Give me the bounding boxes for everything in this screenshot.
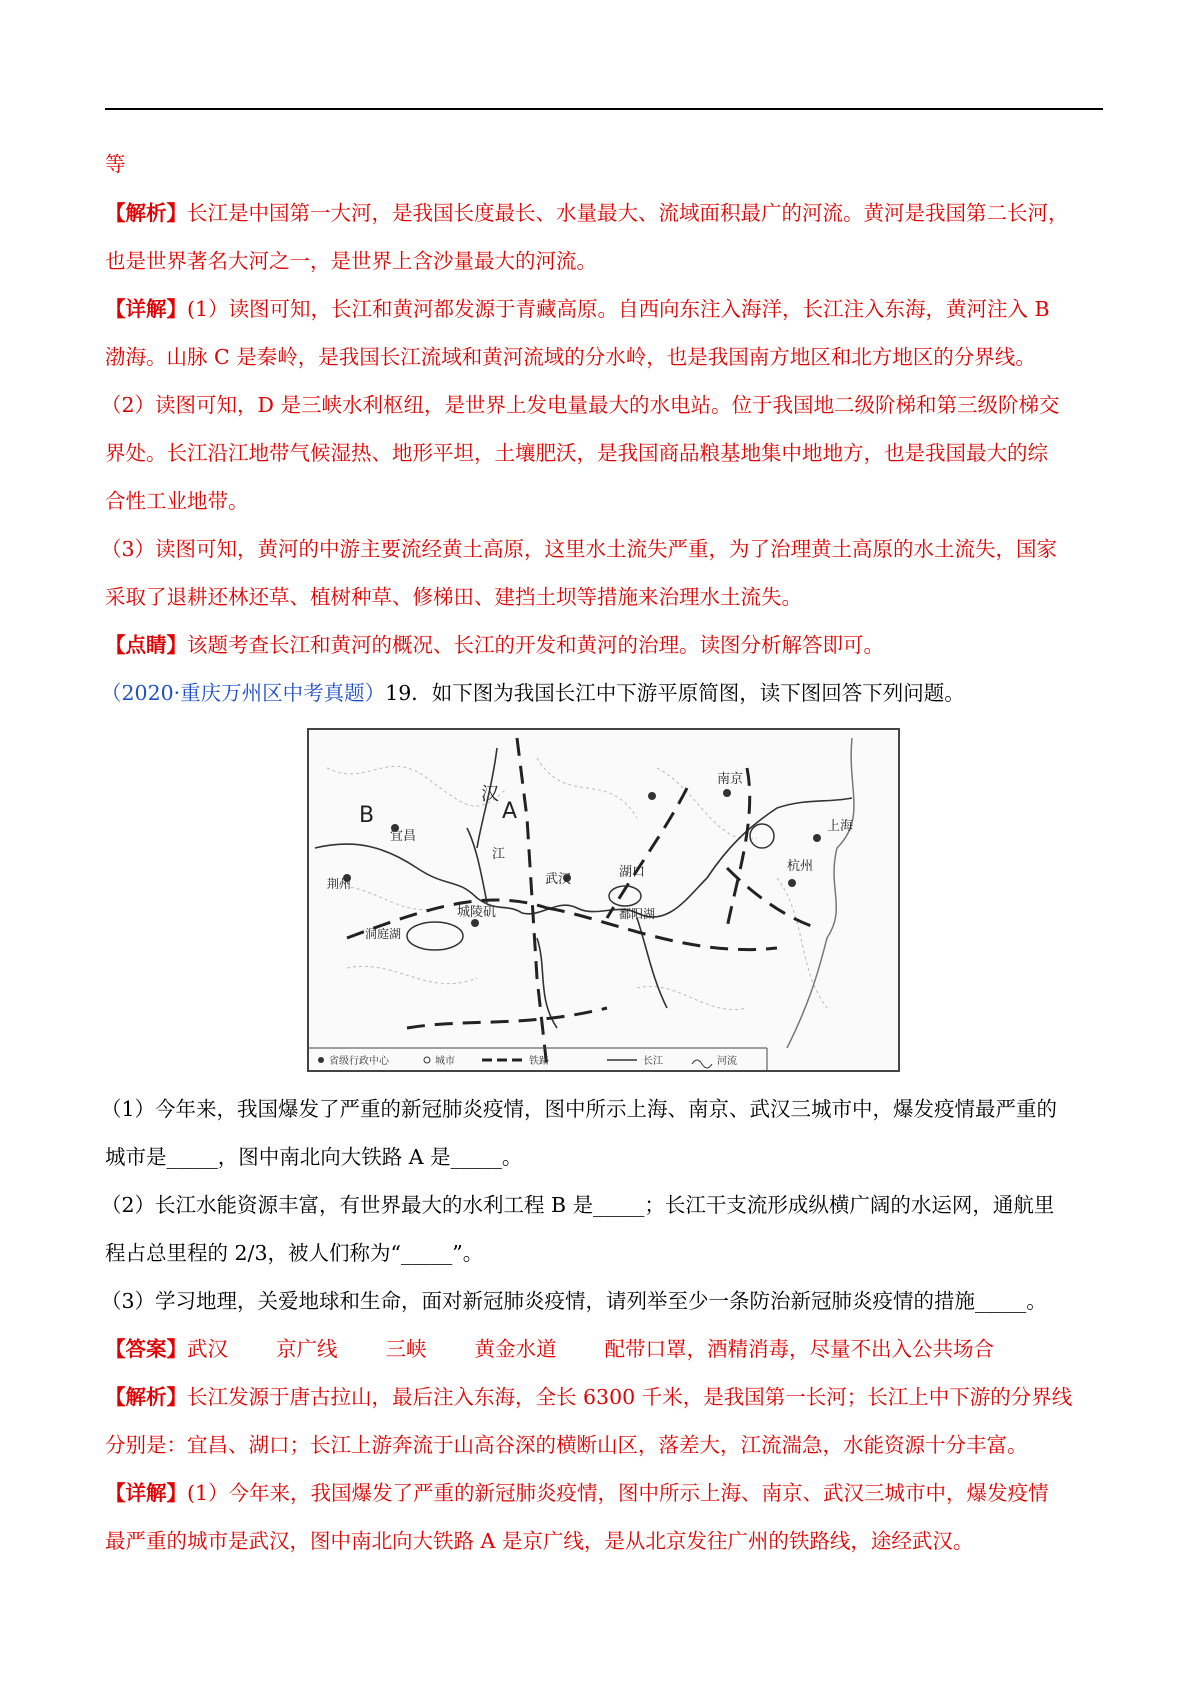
legend-city: 城市 xyxy=(435,1056,455,1067)
map-label-hukou: 湖口 xyxy=(619,865,646,880)
text-line: 采取了退耕还林还草、植树种草、修梯田、建挡土坝等措施来治理水土流失。 xyxy=(105,585,802,609)
map-label-yichang: 宜昌 xyxy=(390,829,417,844)
question-2-line: （2）长江水能资源丰富，有世界最大的水利工程 B 是_____；长江干支流形成纵横广阔的水运网，通航里 xyxy=(101,1193,1055,1217)
detail-paragraph-2 xyxy=(105,1479,1049,1507)
map-label-jiang: 江 xyxy=(492,847,506,862)
detail-paragraph xyxy=(105,295,1050,323)
question-1-line: （1）今年来，我国爆发了严重的新冠肺炎疫情，图中所示上海、南京、武汉三城市中，爆发疫情最严重的 xyxy=(101,1097,1058,1121)
text-line: （2）读图可知，D 是三峡水利枢纽，是世界上发电量最大的水电站。位于我国地二级阶梯和第三级阶梯交 xyxy=(101,393,1060,417)
legend-yangtze: 长江 xyxy=(643,1056,663,1067)
answer-item: 武汉 xyxy=(187,1337,228,1361)
text-line: 该题考查长江和黄河的概况、长江的开发和黄河的治理。读图分析解答即可。 xyxy=(187,633,884,657)
map-label-shanghai: 上海 xyxy=(827,819,854,834)
question-stem: 19．如下图为我国长江中下游平原简图，读下图回答下列问题。 xyxy=(385,681,965,705)
comment-tag: 【点睛】 xyxy=(105,633,187,657)
legend-capital: 省级行政中心 xyxy=(329,1056,389,1067)
text-line: (1）读图可知，长江和黄河都发源于青藏高原。自西向东注入海洋，长江注入东海，黄河注入 B xyxy=(187,297,1050,321)
detail-tag: 【详解】 xyxy=(105,297,187,321)
header-rule xyxy=(105,108,1103,110)
text-line: 最严重的城市是武汉，图中南北向大铁路 A 是京广线，是从北京发往广州的铁路线，途经武汉。 xyxy=(105,1529,974,1553)
text-line: 也是世界著名大河之一，是世界上含沙量最大的河流。 xyxy=(105,249,597,273)
map-label-wuhan: 武汉 xyxy=(545,872,572,887)
text-line: 长江是中国第一大河，是我国长度最长、水量最大、流域面积最广的河流。黄河是我国第二长河， xyxy=(187,201,1069,225)
question-2-line: 程占总里程的 2/3，被人们称为“_____”。 xyxy=(105,1241,484,1265)
analysis-paragraph-2 xyxy=(105,1383,1072,1411)
text-line: 渤海。山脉 C 是秦岭，是我国长江流域和黄河流域的分水岭，也是我国南方地区和北方地区的分界线。 xyxy=(105,345,1036,369)
map-label-B: B xyxy=(359,803,375,828)
text-line: 界处。长江沿江地带气候湿热、地形平坦，土壤肥沃，是我国商品粮基地集中地地方，也是我国最大的综 xyxy=(105,441,1048,465)
map-label-A: A xyxy=(502,799,518,824)
comment-paragraph xyxy=(105,631,884,659)
map-label-chenglingji: 城陵矶 xyxy=(457,905,497,920)
map-label-jingzhou: 荆州 xyxy=(327,877,352,891)
legend-river: 河流 xyxy=(717,1056,737,1067)
answer-item: 三峡 xyxy=(385,1337,427,1361)
map-label-poyang: 鄱阳湖 xyxy=(619,907,656,921)
detail-tag: 【详解】 xyxy=(105,1481,187,1505)
text-line: (1）今年来，我国爆发了严重的新冠肺炎疫情，图中所示上海、南京、武汉三城市中，爆发疫情 xyxy=(187,1481,1049,1505)
map-label-hangzhou: 杭州 xyxy=(787,859,814,874)
analysis-tag: 【解析】 xyxy=(105,1385,187,1409)
answer-item: 配带口罩，酒精消毒，尽量不出入公共场合 xyxy=(604,1337,994,1361)
answer-line xyxy=(105,1335,994,1363)
legend-railway: 铁路 xyxy=(529,1056,549,1067)
yangtze-plain-map xyxy=(307,728,900,1072)
answer-tag: 【答案】 xyxy=(105,1337,187,1361)
analysis-tag: 【解析】 xyxy=(105,201,187,225)
map-label-dongting: 洞庭湖 xyxy=(365,927,402,941)
text-line: 分别是：宜昌、湖口；长江上游奔流于山高谷深的横断山区，落差大，江流湍急，水能资源十分丰富。 xyxy=(105,1433,1028,1457)
map-label-nanjing: 南京 xyxy=(717,772,744,787)
question-heading xyxy=(101,679,965,707)
map-label-han: 汉 xyxy=(481,784,499,805)
answer-item: 黄金水道 xyxy=(474,1337,557,1361)
text-line: 等 xyxy=(105,152,126,176)
answer-item: 京广线 xyxy=(276,1337,338,1361)
text-line: 长江发源于唐古拉山，最后注入东海，全长 6300 千米，是我国第一长河；长江上中下游的分界线 xyxy=(187,1385,1073,1409)
analysis-paragraph xyxy=(105,199,1069,227)
question-1-line: 城市是_____，图中南北向大铁路 A 是_____。 xyxy=(105,1145,523,1169)
text-line: 合性工业地带。 xyxy=(105,489,249,513)
question-source: （2020·重庆万州区中考真题） xyxy=(101,681,386,705)
text-line: （3）读图可知，黄河的中游主要流经黄土高原，这里水土流失严重，为了治理黄土高原的水土流失，国家 xyxy=(101,537,1058,561)
question-3-line: （3）学习地理，关爱地球和生命，面对新冠肺炎疫情，请列举至少一条防治新冠肺炎疫情的措施_____。 xyxy=(101,1289,1047,1313)
